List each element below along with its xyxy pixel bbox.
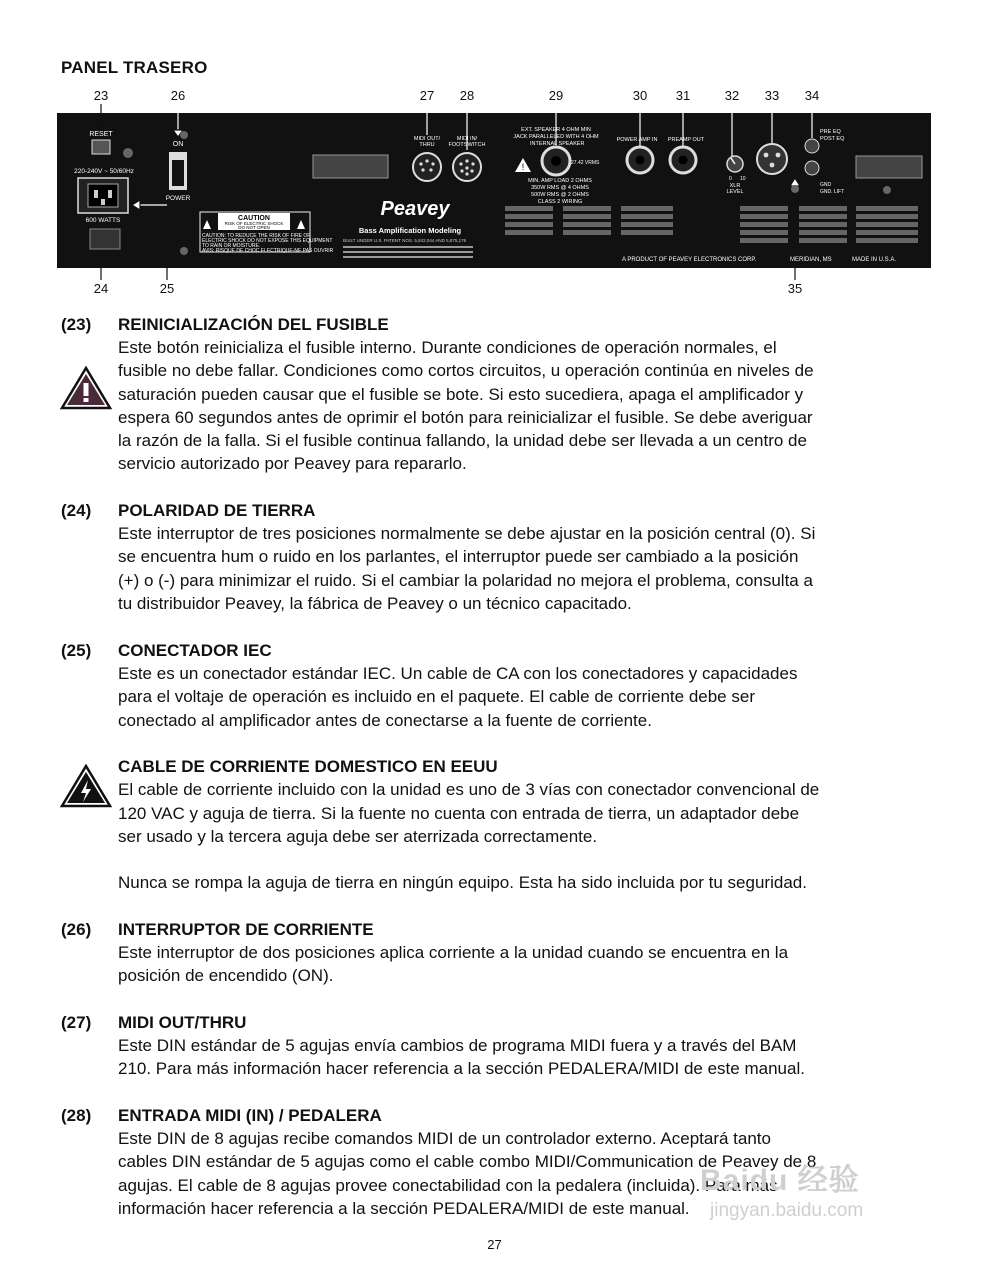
svg-text:MIDI IN/: MIDI IN/ xyxy=(456,136,478,142)
svg-text:Bass Amplification Modeling: Bass Amplification Modeling xyxy=(358,226,462,235)
callout-29: 29 xyxy=(548,88,564,103)
watts-label: 600 WATTS xyxy=(85,217,121,224)
svg-text:CAUTION: TO REDUCE THE RISK OF: CAUTION: TO REDUCE THE RISK OF FIRE OR xyxy=(202,233,311,239)
svg-text:ON: ON xyxy=(172,141,184,148)
svg-text:INTERNAL SPEAKER: INTERNAL SPEAKER xyxy=(530,141,585,147)
reset-label: RESET xyxy=(89,131,113,138)
callout-33: 33 xyxy=(764,88,780,103)
svg-text:GND: GND xyxy=(820,182,832,188)
svg-text:PREAMP OUT: PREAMP OUT xyxy=(667,137,705,143)
callout-23: 23 xyxy=(93,88,109,103)
svg-text:POST EQ: POST EQ xyxy=(820,136,845,142)
section-number: (25) xyxy=(61,641,92,660)
section-number: (28) xyxy=(61,1106,92,1125)
svg-text:THRU: THRU xyxy=(419,142,435,148)
power-cable-heading: CABLE DE CORRIENTE DOMESTICO EN EEUU xyxy=(118,757,498,776)
section-heading: ENTRADA MIDI (IN) / PEDALERA xyxy=(118,1106,382,1125)
svg-text:XLR: XLR xyxy=(729,183,741,189)
svg-text:350W RMS @ 4 OHMS: 350W RMS @ 4 OHMS xyxy=(531,185,589,191)
warning-lightning-icon xyxy=(60,764,112,808)
svg-text:10: 10 xyxy=(740,176,746,182)
section-number: (27) xyxy=(61,1013,92,1032)
section-heading: MIDI OUT/THRU xyxy=(118,1013,247,1032)
svg-text:MERIDIAN, MS: MERIDIAN, MS xyxy=(790,257,832,263)
section-number: (24) xyxy=(61,501,92,520)
brand-logo: Peavey xyxy=(380,198,450,220)
svg-text:ELECTRIC SHOCK DO NOT EXPOSE T: ELECTRIC SHOCK DO NOT EXPOSE THIS EQUIPMENT xyxy=(202,238,333,244)
svg-text:DO NOT OPEN: DO NOT OPEN xyxy=(238,225,270,230)
section-body: Este interruptor de dos posiciones aplica corriente a la unidad cuando se encuentra en la posición de encendido (ON). xyxy=(118,943,789,986)
svg-text:CAUTION: CAUTION xyxy=(238,215,270,222)
power-cable-note: Nunca se rompa la aguja de tierra en ningún equipo. Esta ha sido incluida por tu seguridad. xyxy=(118,873,807,893)
section-heading: CONECTADOR IEC xyxy=(118,641,272,660)
callout-24: 24 xyxy=(93,281,109,296)
callout-27: 27 xyxy=(419,88,435,103)
page-title: PANEL TRASERO xyxy=(61,58,208,77)
svg-text:PRE EQ: PRE EQ xyxy=(820,129,841,135)
svg-text:MADE IN U.S.A.: MADE IN U.S.A. xyxy=(852,257,897,263)
section-heading: INTERRUPTOR DE CORRIENTE xyxy=(118,920,374,939)
svg-text:!: ! xyxy=(521,162,525,172)
callout-31: 31 xyxy=(675,88,691,103)
svg-text:POWER AMP IN: POWER AMP IN xyxy=(616,137,658,143)
section-body: Este es un conectador estándar IEC. Un cable de CA con los conectadores y capacidades para el voltaje de operación es incluido en el paquete. El cable de corriente debe ser conectado al amplificador antes de conectarse a la fuente de corriente. xyxy=(118,664,798,730)
panel-body xyxy=(57,113,931,268)
section-heading: REINICIALIZACIÓN DEL FUSIBLE xyxy=(118,315,389,334)
svg-text:GND. LIFT: GND. LIFT xyxy=(820,189,845,195)
watermark-url: jingyan.baidu.com xyxy=(710,1200,864,1221)
warning-exclamation-icon xyxy=(60,366,112,410)
voltage-label: 220-240V ~ 50/60Hz xyxy=(74,168,134,175)
svg-text:TO RAIN OR MOISTURE.: TO RAIN OR MOISTURE. xyxy=(202,243,261,249)
svg-text:JACK PARALLELED WITH 4 OHM: JACK PARALLELED WITH 4 OHM xyxy=(513,134,599,140)
section-number: (26) xyxy=(61,920,92,939)
svg-text:CLASS 2 WIRING: CLASS 2 WIRING xyxy=(537,199,583,205)
section-body: Este interruptor de tres posiciones normalmente se debe ajustar en la posición central (0). Si se encuentra hum o ruido en los parlantes, el interruptor puede ser cambiado a la posición (+) o (-) para minimizar el ruido. Si el cambiar la polaridad no mejora el problema, consulta a tu distribuidor Peavey, la fábrica de Peavey o un técnico capacitado. xyxy=(118,524,816,613)
svg-text:BUILT UNDER U.S. PATENT NOS. 5: BUILT UNDER U.S. PATENT NOS. 5,842,044 AND 5,875,176 xyxy=(343,238,467,243)
svg-text:EXT. SPEAKER 4 OHM MIN: EXT. SPEAKER 4 OHM MIN xyxy=(521,127,591,133)
rear-panel-diagram xyxy=(0,0,989,300)
section-body: Este DIN estándar de 5 agujas envía cambios de programa MIDI fuera y a través del BAM 210. Para más información hacer referencia a la sección PEDALERA/MIDI de este manual. xyxy=(118,1036,805,1079)
section-heading: POLARIDAD DE TIERRA xyxy=(118,501,316,520)
svg-text:0: 0 xyxy=(729,176,732,182)
callout-28: 28 xyxy=(459,88,475,103)
callout-34: 34 xyxy=(804,88,820,103)
callout-30: 30 xyxy=(632,88,648,103)
watermark: Baidu 经验 xyxy=(700,1164,860,1197)
callout-32: 32 xyxy=(724,88,740,103)
svg-text:FOOTSWITCH: FOOTSWITCH xyxy=(448,142,486,148)
callout-25: 25 xyxy=(159,281,175,296)
svg-text:AVIS: RISQUE DE CHOC ELECTRIQU: AVIS: RISQUE DE CHOC ELECTRIQUE-NE PAS OUVRIR xyxy=(202,248,334,254)
svg-text:27.42 VRMS: 27.42 VRMS xyxy=(571,160,600,166)
svg-text:LEVEL: LEVEL xyxy=(726,189,744,195)
section-body: Este botón reinicializa el fusible interno. Durante condiciones de operación normales, el fusible no debe fallar. Condiciones como cortos circuitos, u operación continúa en niveles de saturación pueden causar que el fusible se bote. Si esto sucediera, apaga el amplificador y espera 60 segundos antes de oprimir el botón para reinicializar el fusible. Se debe averiguar la razón de la falla. Si el fusible continua fallando, la unidad debe ser llevada a un centro de servicio autorizado por Peavey para repararlo. xyxy=(118,338,814,474)
svg-text:MIDI OUT/: MIDI OUT/ xyxy=(413,136,441,142)
svg-text:MIN. AMP LOAD 2 OHMS: MIN. AMP LOAD 2 OHMS xyxy=(528,178,592,184)
callout-35: 35 xyxy=(787,281,803,296)
svg-text:500W RMS @ 2 OHMS: 500W RMS @ 2 OHMS xyxy=(531,192,589,198)
section-number: (23) xyxy=(61,315,92,334)
svg-text:A PRODUCT OF PEAVEY ELECTRONIC: A PRODUCT OF PEAVEY ELECTRONICS CORP. xyxy=(622,257,757,263)
svg-text:RISK OF ELECTRIC SHOCK: RISK OF ELECTRIC SHOCK xyxy=(224,221,284,226)
callout-26: 26 xyxy=(170,88,186,103)
power-label: POWER xyxy=(165,195,191,202)
page-number: 27 xyxy=(487,1237,502,1252)
section-body: Este DIN de 8 agujas recibe comandos MIDI de un controlador externo. Aceptará tanto cables DIN estándar de 5 agujas como el cable combo MIDI/Communication de Peavey de 8 agujas. El cable de 8 agujas provee conectabilidad con la pedalera (incluida). Para más información hacer referencia a la sección PEDALERA/MIDI de este manual. xyxy=(118,1129,817,1218)
power-cable-section: CABLE DE CORRIENTE DOMESTICO EN EEUU El cable de corriente incluido con la unidad es uno de 3 vías con conectador convencional de 120 VAC y aguja de tierra. Si la fuente no cuenta con entrada de tierra, un adaptador debe ser usado y la tercera aguja debe ser aterrizada correctamente. Nunca se rompa la aguja de tierra en ningún equipo. Esta ha sido incluida por tu seguridad. xyxy=(118,755,938,895)
